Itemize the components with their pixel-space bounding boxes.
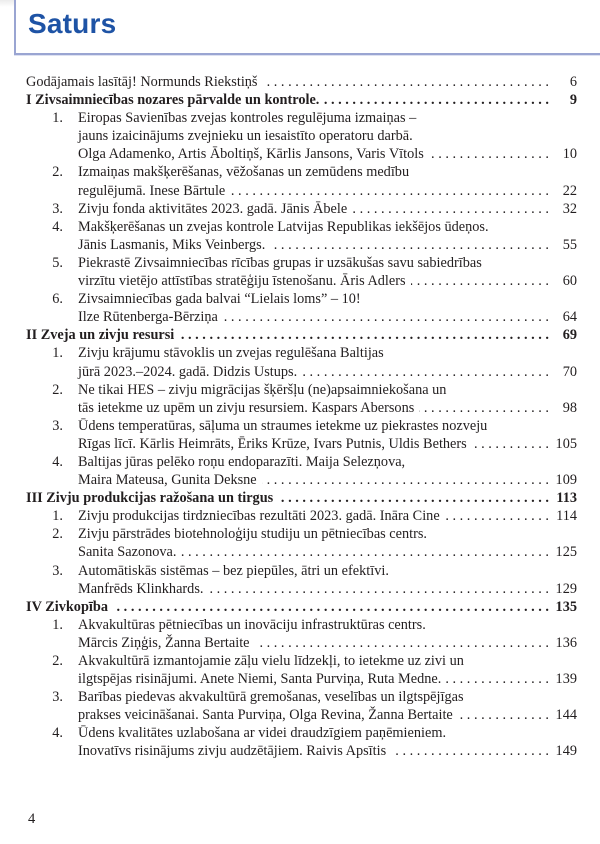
dot-leader — [458, 706, 549, 724]
toc-item-number: 1. — [52, 110, 63, 127]
toc-line-text: Ūdens kvalitātes uzlabošana ar videi draudzīgiem paņēmieniem. — [78, 725, 447, 742]
toc-line — [26, 507, 577, 525]
toc-line-text: Zivju fonda aktivitātes 2023. gadā. Jānis Ābele — [78, 200, 348, 217]
toc-line-text: Inovatīvs risinājums zivju audzētājiem. Raivis Apsītis — [78, 743, 387, 760]
toc-line — [26, 200, 577, 218]
toc-page-number: 139 — [555, 671, 577, 688]
toc-item-number: 4. — [52, 725, 63, 742]
toc-page-number: 60 — [562, 273, 577, 290]
dot-leader — [262, 471, 549, 489]
toc-line — [26, 616, 577, 634]
toc-entry — [26, 453, 577, 489]
dot-leader — [179, 326, 549, 344]
toc-page-number: 129 — [555, 580, 577, 597]
toc-item-number: 5. — [52, 254, 63, 271]
toc-page-number: 136 — [555, 634, 577, 651]
toc-line-text: Zivju krājumu stāvoklis un zvejas regulēšana Baltijas — [78, 345, 384, 362]
dot-leader — [411, 272, 549, 290]
toc-entry — [26, 724, 577, 760]
toc-line — [26, 254, 577, 272]
toc-page-number: 55 — [562, 236, 577, 253]
toc-line-text: Zivju pārstrādes biotehnoloģiju studiju un pētniecības centrs. — [78, 526, 428, 543]
toc-item-number: 3. — [52, 689, 63, 706]
title-box — [14, 0, 600, 55]
toc-line-text: III Zivju produkcijas ražošana un tirgus — [26, 490, 274, 507]
toc-entry — [26, 73, 577, 91]
dot-leader — [352, 200, 549, 218]
toc-page-number: 144 — [555, 707, 577, 724]
toc-item-number: 3. — [52, 562, 63, 579]
toc-line — [26, 127, 577, 145]
toc-item-number: 4. — [52, 218, 63, 235]
toc-line — [26, 109, 577, 127]
toc-line-text: IV Zivkopība — [26, 598, 108, 615]
dot-leader — [472, 435, 549, 453]
toc-line-text: Piekrastē Zivsaimniecības rīcības grupas ir uzsākušas savu sabiedrības — [78, 254, 482, 271]
toc-line — [26, 326, 577, 344]
toc-entry — [26, 163, 577, 199]
toc-line-text: virzītu vietējo attīstības stratēģiju īstenošanu. Āris Adlers — [78, 273, 406, 290]
toc-line-text: Ne tikai HES – zivju migrācijas šķēršļu (ne)apsaimniekošana un — [78, 381, 447, 398]
toc-entry — [26, 688, 577, 724]
toc-entry — [26, 381, 577, 417]
toc-entry — [26, 417, 577, 453]
toc-line — [26, 218, 577, 236]
toc-line-text: regulējumā. Inese Bārtule — [78, 182, 226, 199]
toc-line — [26, 742, 577, 760]
toc-page-number: 135 — [555, 598, 577, 615]
toc-page-number: 70 — [562, 363, 577, 380]
toc-line-text: Izmaiņas makšķerēšanas, vēžošanas un zemūdens medību — [78, 164, 410, 181]
dot-leader — [270, 236, 549, 254]
dot-leader — [302, 363, 549, 381]
toc-line-text: Zivju produkcijas tirdzniecības rezultāti 2023. gadā. Ināra Cine — [78, 508, 440, 525]
dot-leader — [445, 507, 549, 525]
toc-list — [26, 73, 577, 761]
toc-line — [26, 417, 577, 435]
toc-line — [26, 634, 577, 652]
toc-entry — [26, 616, 577, 652]
footer-page-number: 4 — [28, 811, 36, 827]
toc-page-number: 22 — [562, 182, 577, 199]
toc-line — [26, 145, 577, 163]
toc-line-text: prakses veicināšanai. Santa Purviņa, Olga Revina, Žanna Bertaite — [78, 707, 453, 724]
toc-line-text: Godājamais lasītāj! Normunds Riekstiņš — [26, 74, 258, 90]
toc-section-entry — [26, 326, 577, 344]
toc-line-text: Manfrēds Klinkhards. — [78, 580, 204, 597]
toc-line — [26, 344, 577, 362]
toc-section-entry — [26, 598, 577, 616]
dot-leader — [181, 543, 549, 561]
toc-section-entry — [26, 91, 577, 109]
toc-line — [26, 399, 577, 417]
toc-page-number: 125 — [555, 544, 577, 561]
toc-line-text: Mārcis Ziņģis, Žanna Bertaite — [78, 634, 250, 651]
toc-line-text: Baltijas jūras pelēko roņu endoparazīti. Maija Selezņova, — [78, 453, 406, 470]
toc-item-number: 3. — [52, 200, 63, 217]
toc-line — [26, 290, 577, 308]
toc-line — [26, 706, 577, 724]
toc-item-number: 1. — [52, 345, 63, 362]
toc-section-entry — [26, 489, 577, 507]
toc-page-number: 6 — [569, 74, 577, 90]
toc-line-text: Zivsaimniecības gada balvai “Lielais loms” – 10! — [78, 291, 361, 308]
toc-entry — [26, 254, 577, 290]
toc-line — [26, 272, 577, 290]
toc-item-number: 2. — [52, 381, 63, 398]
toc-line-text: Rīgas līcī. Kārlis Heimrāts, Ēriks Krūze, Ivars Putnis, Uldis Bethers — [78, 435, 467, 452]
toc-page-number: 105 — [555, 435, 577, 452]
toc-line-text: Sanita Sazonova. — [78, 544, 177, 561]
dot-leader — [255, 634, 549, 652]
toc-page-number: 10 — [562, 146, 577, 163]
toc-page-number: 149 — [555, 743, 577, 760]
toc-entry — [26, 218, 577, 254]
toc-entry — [26, 290, 577, 326]
toc-line-text: Akvakultūrā izmantojamie zāļu vielu līdzekļi, to ietekme uz zivi un — [78, 653, 464, 669]
dot-leader — [429, 145, 549, 163]
dot-leader — [324, 91, 549, 109]
dot-leader — [278, 489, 549, 507]
dot-leader — [391, 742, 549, 760]
toc-line — [26, 652, 577, 670]
page-title: Saturs — [28, 8, 117, 39]
toc-page-number: 69 — [562, 327, 577, 344]
toc-line-text: Eiropas Savienības zvejas kontroles regulējuma izmaiņas – — [78, 110, 417, 127]
toc-line — [26, 543, 577, 561]
toc-page-number: 113 — [556, 490, 577, 507]
toc-line — [26, 724, 577, 742]
toc-page-number: 98 — [562, 399, 577, 416]
toc-line — [26, 688, 577, 706]
toc-line-text: II Zveja un zivju resursi — [26, 327, 175, 344]
toc-line — [26, 435, 577, 453]
toc-entry — [26, 344, 577, 380]
toc-item-number: 3. — [52, 417, 63, 434]
toc-item-number: 6. — [52, 291, 63, 308]
toc-page-number: 32 — [562, 200, 577, 217]
toc-page-number: 109 — [555, 472, 577, 489]
dot-leader — [208, 580, 549, 598]
toc-line — [26, 562, 577, 580]
toc-line-text: Ilze Rūtenberga-Bērziņa — [78, 309, 218, 326]
toc-line — [26, 471, 577, 489]
toc-entry — [26, 562, 577, 598]
toc-line — [26, 236, 577, 254]
toc-line — [26, 363, 577, 381]
toc-entry — [26, 525, 577, 561]
dot-leader — [446, 670, 549, 688]
toc-line — [26, 381, 577, 399]
toc-line — [26, 489, 577, 507]
dot-leader — [230, 182, 549, 200]
toc-line-text: Maira Mateusa, Gunita Deksne — [78, 472, 257, 489]
toc-line — [26, 598, 577, 616]
toc-item-number: 1. — [52, 508, 63, 525]
dot-leader — [223, 308, 549, 326]
toc-line — [26, 182, 577, 200]
toc-line — [26, 73, 577, 91]
toc-entry — [26, 652, 577, 688]
toc-line-text: ilgtspējas risinājumi. Anete Niemi, Santa Purviņa, Ruta Medne. — [78, 671, 442, 688]
toc-line — [26, 453, 577, 471]
toc-entry — [26, 200, 577, 218]
toc-page-number: 64 — [562, 309, 577, 326]
dot-leader — [263, 73, 549, 91]
toc-entry — [26, 507, 577, 525]
toc-line-text: Makšķerēšanas un zvejas kontrole Latvijas Republikas iekšējos ūdeņos. — [78, 218, 489, 235]
toc-item-number: 1. — [52, 616, 63, 633]
toc-line — [26, 670, 577, 688]
toc-entry — [26, 109, 577, 163]
toc-item-number: 2. — [52, 164, 63, 181]
toc-line — [26, 163, 577, 181]
dot-leader — [419, 399, 549, 417]
toc-line-text: tās ietekme uz upēm un zivju resursiem. Kaspars Abersons — [78, 399, 415, 416]
toc-page-number: 114 — [556, 508, 577, 525]
toc-line — [26, 91, 577, 109]
toc-line — [26, 580, 577, 598]
toc-line-text: jauns izaicinājums zvejnieku un iesaistīto operatoru darbā. — [78, 128, 413, 145]
toc-item-number: 4. — [52, 453, 63, 470]
toc-line-text: jūrā 2023.–2024. gadā. Didzis Ustups. — [78, 363, 298, 380]
toc-line-text: Barības piedevas akvakultūrā gremošanas, veselības un ilgtspējīgas — [78, 689, 464, 706]
toc-line — [26, 308, 577, 326]
dot-leader — [113, 598, 549, 616]
toc-line-text: Automātiskās sistēmas – bez piepūles, ātri un efektīvi. — [78, 562, 389, 579]
toc-item-number: 2. — [52, 526, 63, 543]
toc-line-text: Ūdens temperatūras, sāļuma un straumes ietekme uz piekrastes nozveju — [78, 417, 488, 434]
toc-page-number: 9 — [569, 92, 577, 109]
toc-line-text: Jānis Lasmanis, Miks Veinbergs. — [78, 236, 266, 253]
toc-item-number: 2. — [52, 653, 63, 669]
toc-line-text: Akvakultūras pētniecības un inovāciju infrastruktūras centrs. — [78, 616, 426, 633]
toc-line — [26, 525, 577, 543]
toc-line-text: I Zivsaimniecības nozares pārvalde un kontrole. — [26, 92, 320, 109]
toc-line-text: Olga Adamenko, Artis Āboltiņš, Kārlis Jansons, Varis Vītols — [78, 146, 424, 163]
